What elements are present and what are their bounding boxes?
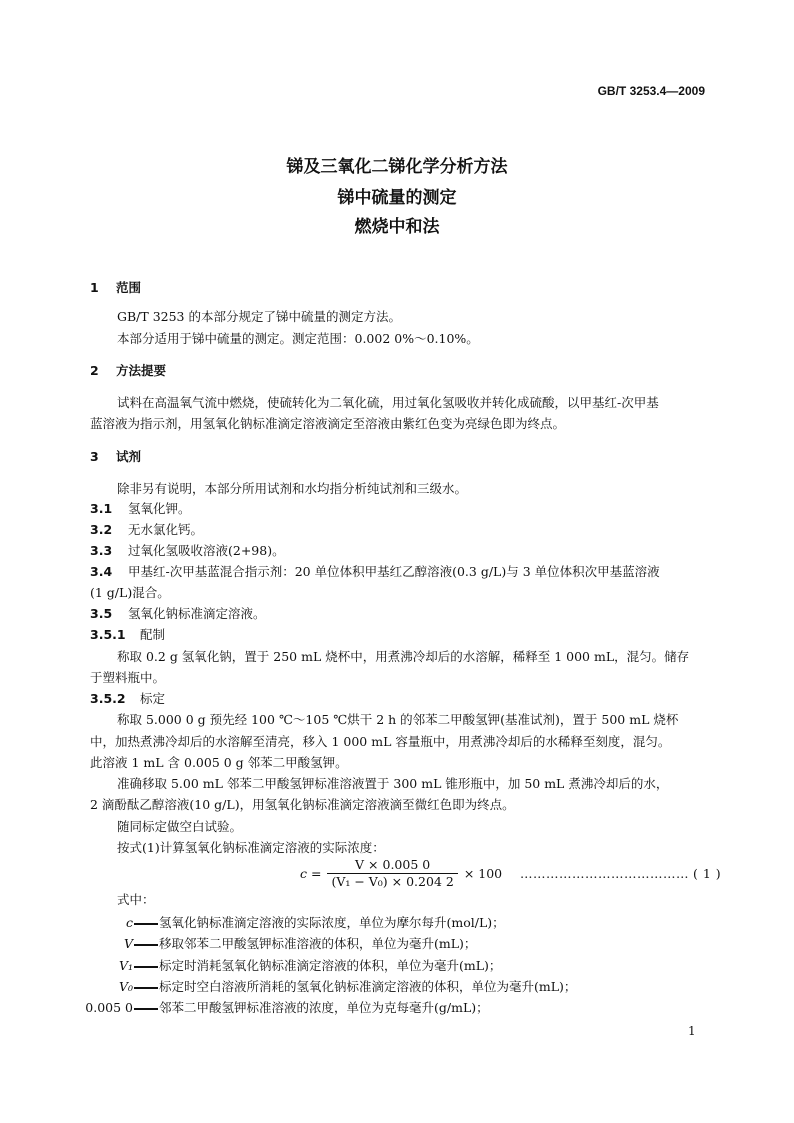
em-dash	[134, 966, 158, 968]
clause-3-1	[90, 500, 191, 518]
formula-denominator: (V₁ − V₀) × 0.204 2	[331, 874, 454, 889]
clause-number: 3.2	[90, 522, 113, 537]
definition-v0	[85, 978, 576, 996]
formula-tail: × 100	[463, 866, 503, 881]
definition-symbol: V₀	[118, 979, 133, 994]
where-label: 式中：	[117, 892, 155, 907]
document-title: 锑及三氧化二锑化学分析方法	[286, 157, 508, 177]
definition-text: 移取邻苯二甲酸氢钾标准溶液的体积，单位为毫升(mL)；	[159, 936, 477, 951]
page-number: 1	[688, 1024, 696, 1038]
definition-text: 氢氧化钠标准滴定溶液的实际浓度，单位为摩尔每升(mol/L)；	[159, 915, 505, 930]
formula-fraction	[327, 857, 457, 890]
definition-text: 标定时消耗氢氧化钠标准滴定溶液的体积，单位为毫升(mL)；	[159, 958, 502, 973]
clause-3-2	[90, 521, 203, 539]
clause-number: 3.1	[90, 501, 113, 516]
paragraph: 试料在高温氧气流中燃烧，使硫转化为二氧化硫，用过氧化氢吸收并转化成硫酸，以甲基红-次甲基	[117, 395, 659, 410]
clause-number: 3.4	[90, 564, 113, 579]
paragraph-continued: 2 滴酚酞乙醇溶液(10 g/L)，用氢氧化钠标准滴定溶液滴至微红色即为终点。	[90, 797, 515, 812]
definition-v1	[85, 957, 501, 975]
paragraph: 随同标定做空白试验。	[117, 819, 243, 834]
section-title: 方法提要	[116, 363, 167, 378]
em-dash	[134, 944, 158, 946]
definition-text: 标定时空白溶液所消耗的氢氧化钠标准滴定溶液的体积，单位为毫升(mL)；	[159, 979, 577, 994]
paragraph-continued: 中，加热煮沸冷却后的水溶解至清亮，移入 1 000 mL 容量瓶中，用煮沸冷却后的水稀释至刻度，混匀。	[90, 734, 671, 749]
clause-title: 配制	[140, 627, 166, 642]
clause-text: 甲基红-次甲基蓝混合指示剂：20 单位体积甲基红乙醇溶液(0.3 g/L)与 3 单位体积次甲基蓝溶液	[128, 564, 660, 579]
definition-symbol: V	[123, 936, 133, 951]
formula-number: ( 1 )	[693, 866, 722, 881]
clause-3-5	[90, 605, 266, 623]
clause-number: 3.5.2	[90, 691, 126, 706]
clause-text: 过氧化氢吸收溶液(2+98)。	[128, 543, 285, 558]
formula-numerator: V × 0.005 0	[327, 857, 457, 874]
section-number: 2	[90, 363, 99, 378]
leader-dots: …………………………………	[520, 866, 689, 881]
standard-code: GB/T 3253.4—2009	[597, 84, 705, 98]
paragraph-continued: 于塑料瓶中。	[90, 670, 166, 685]
em-dash	[134, 987, 158, 989]
method-title: 燃烧中和法	[354, 217, 440, 237]
paragraph: 除非另有说明，本部分所用试剂和水均指分析纯试剂和三级水。	[117, 481, 468, 496]
paragraph: 按式(1)计算氢氧化钠标准滴定溶液的实际浓度：	[117, 840, 385, 855]
definition-symbol: c	[125, 915, 133, 930]
paragraph: 本部分适用于锑中硫量的测定。测定范围：0.002 0%～0.10%。	[117, 331, 479, 346]
paragraph: 称取 0.2 g 氢氧化钠，置于 250 mL 烧杯中，用煮沸冷却后的水溶解，稀释至 1 000 mL，混匀。储存	[117, 649, 690, 664]
em-dash	[134, 1008, 158, 1010]
paragraph-continued: 此溶液 1 mL 含 0.005 0 g 邻苯二甲酸氢钾。	[90, 755, 348, 770]
clause-3-4	[90, 563, 660, 581]
formula-leader	[520, 866, 721, 881]
formula-lhs: c =	[300, 866, 322, 881]
section-title: 试剂	[116, 449, 142, 464]
section-number: 3	[90, 449, 99, 464]
document-subtitle: 锑中硫量的测定	[337, 188, 457, 208]
definition-text: 邻苯二甲酸氢钾标准溶液的浓度，单位为克每毫升(g/mL)；	[159, 1000, 489, 1015]
section-heading-method	[90, 362, 166, 380]
definition-v	[85, 935, 476, 953]
definition-constant	[85, 999, 489, 1017]
paragraph: GB/T 3253 的本部分规定了锑中硫量的测定方法。	[117, 309, 401, 324]
clause-number: 3.3	[90, 543, 113, 558]
section-title: 范围	[116, 280, 142, 295]
clause-number: 3.5.1	[90, 627, 126, 642]
clause-3-5-1	[90, 626, 165, 644]
definition-symbol: V₁	[118, 958, 133, 973]
section-heading-scope	[90, 279, 141, 297]
section-number: 1	[90, 280, 99, 295]
clause-text: 氢氧化钾。	[128, 501, 191, 516]
formula-1	[300, 857, 502, 890]
definition-symbol: 0.005 0	[85, 1000, 133, 1015]
clause-3-4-continued: (1 g/L)混合。	[90, 585, 170, 600]
definition-c	[85, 914, 505, 932]
clause-3-3	[90, 542, 285, 560]
section-heading-reagents	[90, 448, 141, 466]
paragraph-continued: 蓝溶液为指示剂，用氢氧化钠标准滴定溶液滴定至溶液由紫红色变为亮绿色即为终点。	[90, 416, 566, 431]
clause-title: 标定	[140, 691, 166, 706]
clause-text: 氢氧化钠标准滴定溶液。	[128, 606, 266, 621]
clause-3-5-2	[90, 690, 165, 708]
clause-text: 无水氯化钙。	[128, 522, 204, 537]
paragraph: 准确移取 5.00 mL 邻苯二甲酸氢钾标准溶液置于 300 mL 锥形瓶中，加 50 mL 煮沸冷却后的水，	[117, 776, 669, 791]
clause-number: 3.5	[90, 606, 113, 621]
em-dash	[134, 923, 158, 925]
paragraph: 称取 5.000 0 g 预先经 100 ℃～105 ℃烘干 2 h 的邻苯二甲酸氢钾(基准试剂)，置于 500 mL 烧杯	[117, 712, 679, 727]
